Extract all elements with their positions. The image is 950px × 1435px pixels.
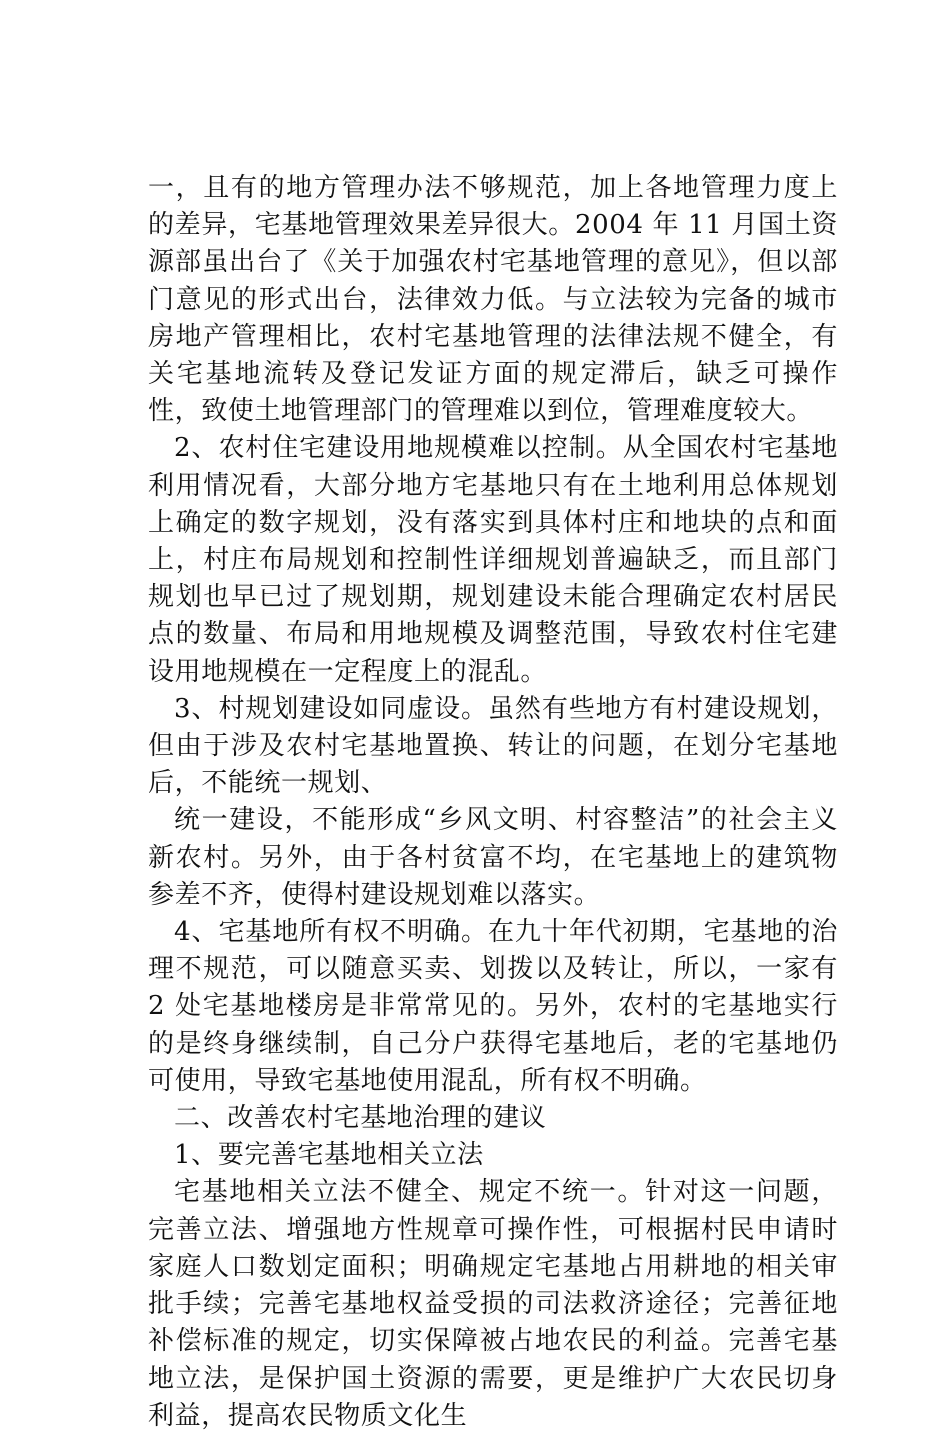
document-body	[148, 170, 838, 1435]
paragraph-continuation: 一，且有的地方管理办法不够规范，加上各地管理力度上的差异，宅基地管理效果差异很大。2004 年 11 月国土资源部虽出台了《关于加强农村宅基地管理的意见》，但以部门意见的形式出台，法律效力低。与立法较为完备的城市房地产管理相比，农村宅基地管理的法律法规不健全，有关宅基地流转及登记发证方面的规定滞后，缺乏可操作性，致使土地管理部门的管理难以到位，管理难度较大。	[148, 173, 838, 427]
paragraph-item-2: 2、农村住宅建设用地规模难以控制。从全国农村宅基地利用情况看，大部分地方宅基地只有在土地利用总体规划上确定的数字规划，没有落实到具体村庄和地块的点和面上，村庄布局规划和控制性详细规划普遍缺乏，而且部门规划也早已过了规划期，规划建设未能合理确定农村居民点的数量、布局和用地规模及调整范围，导致农村住宅建设用地规模在一定程度上的混乱。	[148, 433, 838, 687]
subsection-heading: 1、要完善宅基地相关立法	[174, 1140, 484, 1171]
paragraph-legislation: 宅基地相关立法不健全、规定不统一。针对这一问题，完善立法、增强地方性规章可操作性，可根据村民申请时家庭人口数划定面积；明确规定宅基地占用耕地的相关审批手续；完善宅基地权益受损的司法救济途径；完善征地补偿标准的规定，切实保障被占地农民的利益。完善宅基地立法，是保护国土资源的需要，更是维护广大农民切身利益，提高农民物质文化生	[148, 1177, 838, 1431]
paragraph-item-4: 4、宅基地所有权不明确。在九十年代初期，宅基地的治理不规范，可以随意买卖、划拨以及转让，所以，一家有 2 处宅基地楼房是非常常见的。另外，农村的宅基地实行的是终身继续制，自己分户获得宅基地后，老的宅基地仍可使用，导致宅基地使用混乱，所有权不明确。	[148, 917, 838, 1096]
paragraph-item-3: 3、村规划建设如同虚设。虽然有些地方有村建设规划，但由于涉及农村宅基地置换、转让的问题，在划分宅基地后，不能统一规划、	[148, 693, 838, 799]
paragraph-item-3-continued: 统一建设，不能形成“乡风文明、村容整洁”的社会主义新农村。另外，由于各村贫富不均，在宅基地上的建筑物参差不齐，使得村建设规划难以落实。	[148, 805, 838, 910]
section-heading: 二、改善农村宅基地治理的建议	[174, 1103, 547, 1134]
